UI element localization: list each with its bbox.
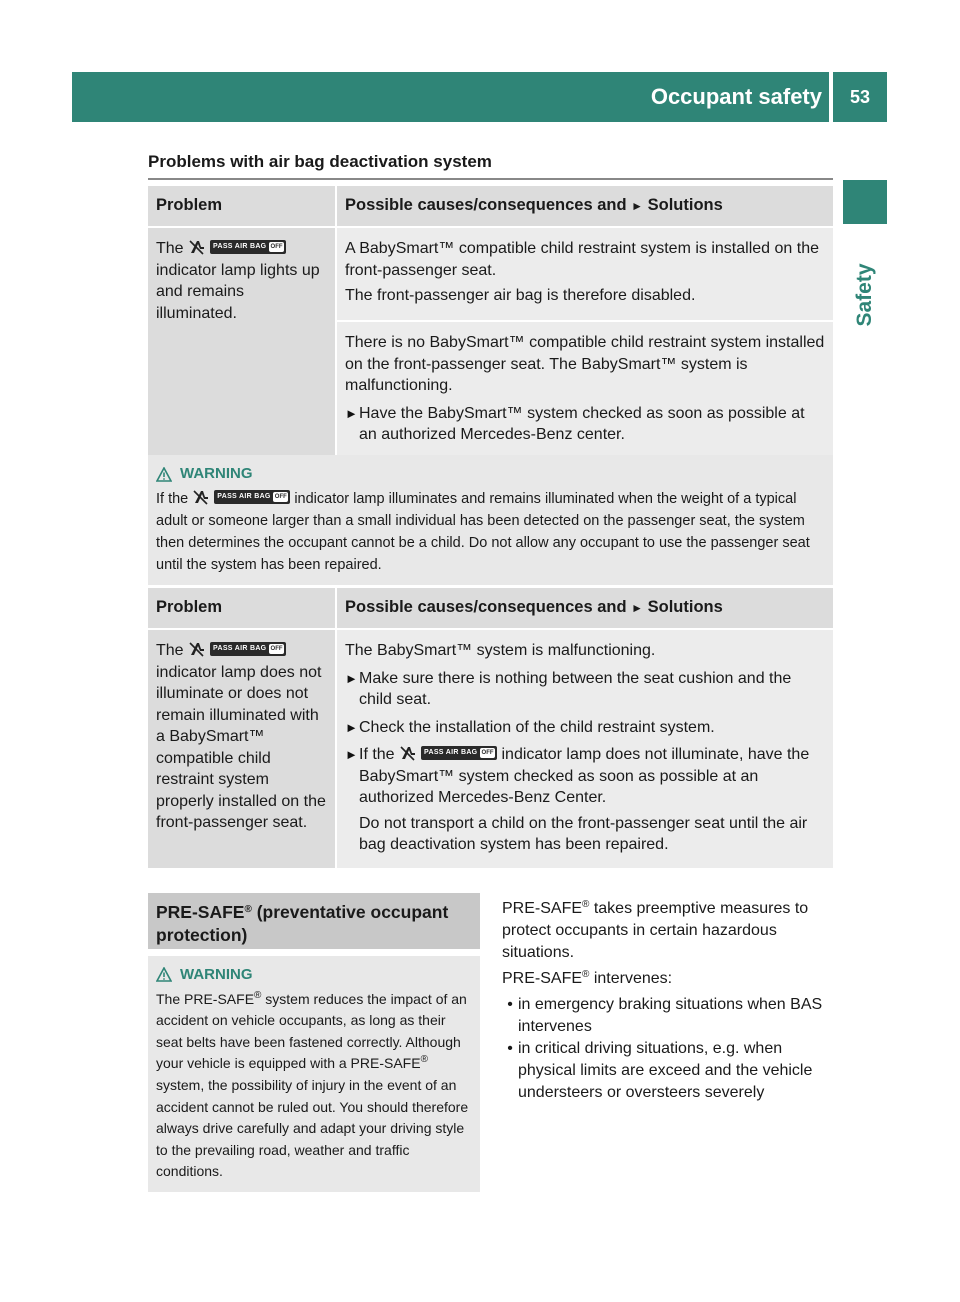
cause-text: The BabySmart™ system is malfunctioning. — [345, 642, 656, 659]
cause-cell-1 — [335, 226, 833, 320]
section-rule — [148, 178, 833, 180]
header-causes-label: Possible causes/consequences and — [345, 195, 627, 214]
side-tab-marker — [843, 180, 887, 224]
warning-triangle-icon — [156, 467, 172, 482]
header-solutions-label: Solutions — [647, 597, 723, 616]
problem-prefix: The — [156, 240, 184, 257]
list-item: • in emergency braking situations when BAS intervenes — [502, 994, 837, 1038]
arrow-icon: ► — [631, 600, 644, 615]
header-problem: Problem — [148, 588, 335, 628]
presafe-description — [502, 898, 837, 1104]
pass-air-bag-off-icon: PASS AIR BAG OFF — [421, 746, 497, 760]
pass-air-bag-off-icon: PASS AIR BAG OFF — [210, 240, 286, 254]
arrow-icon: ► — [631, 198, 644, 213]
pass-air-bag-off-icon: PASS AIR BAG OFF — [210, 642, 286, 656]
child-seat-icon — [399, 744, 417, 761]
header-solutions-label: Solutions — [647, 195, 723, 214]
child-seat-icon — [192, 488, 210, 505]
warning-text: The PRE-SAFE® system reduces the impact of an accident on vehicle occupants, as long as their seat belts have been fastened correctly. Although your vehicle is equipped with a PRE-SAFE® system, the possibility of injury in the event of an accident cannot be ruled out. You should therefore always drive carefully and adapt your driving style to the prevailing road, weather and traffic conditions. — [156, 989, 469, 1180]
problem-cell — [148, 628, 335, 868]
problem-cell — [148, 226, 335, 460]
bullet-icon: • — [507, 996, 513, 1013]
arrow-icon: ► — [345, 405, 358, 421]
chapter-title: Occupant safety — [650, 84, 822, 109]
arrow-icon: ► — [345, 670, 358, 686]
cause-text: There is no BabySmart™ compatible child restraint system installed on the front-passenger seat. The BabySmart™ system is malfunctioning. — [345, 334, 825, 395]
warning-title: WARNING — [156, 964, 472, 986]
header-causes-label: Possible causes/consequences and — [345, 597, 627, 616]
section-heading: Problems with air bag deactivation system — [148, 152, 492, 171]
solution-note: Do not transport a child on the front-passenger seat until the air bag deactivation system has been repaired. — [359, 814, 808, 853]
page-number: 53 — [849, 87, 871, 107]
arrow-icon: ► — [345, 747, 358, 762]
presafe-warning-box — [148, 956, 480, 1192]
header-causes — [335, 588, 833, 628]
problem-text: indicator lamp lights up and remains illuminated. — [156, 261, 320, 322]
cause-cell — [335, 628, 833, 868]
problem-table-1 — [148, 186, 833, 460]
header-problem: Problem — [148, 186, 335, 226]
arrow-icon: ► — [345, 719, 358, 735]
child-seat-icon — [188, 640, 206, 657]
side-tab — [843, 240, 887, 350]
cause-cell-2 — [335, 320, 833, 460]
cause-text: The front-passenger air bag is therefore disabled. — [345, 287, 696, 304]
cause-text: A BabySmart™ compatible child restraint system is installed on the front-passenger seat. — [345, 240, 819, 279]
header-causes — [335, 186, 833, 226]
problem-text: indicator lamp does not illuminate or does not remain illuminated with a BabySmart™ compatible child restraint system properly installed on the front-passenger seat. — [156, 663, 326, 831]
solution-step: ► Check the installation of the child restraint system. — [345, 717, 825, 739]
warning-triangle-icon — [156, 967, 172, 982]
problem-prefix: The — [156, 642, 184, 659]
presafe-intro: PRE-SAFE® takes preemptive measures to protect occupants in certain hazardous situations. — [502, 899, 809, 961]
pass-air-bag-off-icon: PASS AIR BAG OFF — [214, 490, 290, 504]
presafe-heading: PRE-SAFE® (preventative occupant protection) — [148, 893, 480, 949]
bullet-icon: • — [507, 1040, 513, 1057]
solution-step: ► Make sure there is nothing between the seat cushion and the child seat. — [345, 668, 825, 711]
warning-text: If the PASS AIR BAG OFF indicator lamp illuminates and remains illuminated when the weight of a typical adult or someone larger than a small individual has been detected on the passenger seat, the system then determines the occupant cannot be a child. Do not allow any occupant to use the passenger seat until the system has been repaired. — [156, 488, 825, 576]
warning-title: WARNING — [156, 463, 825, 485]
solution-step: ► If the PASS AIR BAG OFF indicator lamp does not illuminate, have the BabySmart™ system checked as soon as possible at an authorized Mercedes-Benz Center. — [345, 744, 825, 809]
presafe-intervenes: PRE-SAFE® intervenes: — [502, 969, 673, 987]
side-tab-label: Safety — [853, 263, 876, 327]
problem-table-2 — [148, 588, 833, 868]
child-seat-icon — [188, 238, 206, 255]
warning-box — [148, 455, 833, 585]
solution-step: ► Have the BabySmart™ system checked as soon as possible at an authorized Mercedes-Benz center. — [345, 403, 825, 446]
list-item: • in critical driving situations, e.g. when physical limits are exceed and the vehicle understeers or oversteers severely — [502, 1038, 837, 1104]
